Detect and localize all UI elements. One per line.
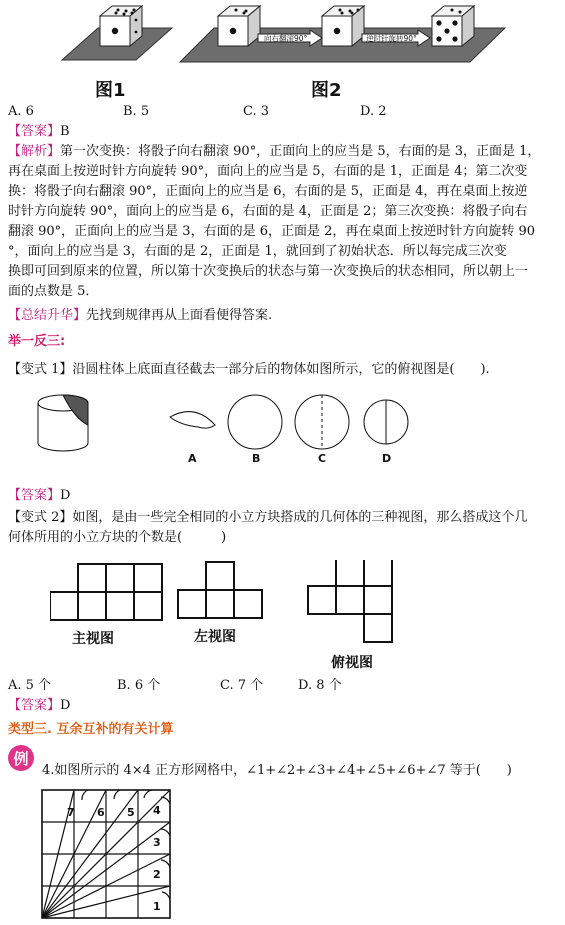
grid-angle-figure [40, 788, 180, 922]
analysis-line-1: 【解析】第一次变换：将骰子向右翻滚 90°，正面向上的应当是 5，右面的是 3，正面是 1， [8, 144, 541, 159]
figure1-caption: 图1 [95, 80, 126, 101]
variant2-line-1: 【变式 2】如图，是由一些完全相同的小立方块搭成的几何体的三种视图，那么搭成这个几 [8, 510, 528, 525]
q3-option-b: B. 6 个 [117, 678, 161, 693]
analysis-block [8, 142, 540, 302]
dice-figure [0, 0, 565, 75]
variant1-option-b: B [252, 452, 261, 465]
answer-3: 【答案】D [8, 698, 71, 713]
angle-label-3: 3 [153, 836, 161, 849]
example-question: 4.如图所示的 4×4 正方形网格中，∠1+∠2+∠3+∠4+∠5+∠6+∠7 等于( ) [42, 763, 512, 778]
option-a: A. 6 [8, 104, 34, 119]
analysis-line-5: 翻滚 90°，正面向上的应当是 3，右面的是 6，正面是 2，再在桌面上按逆时针方向旋转 90 [8, 224, 536, 239]
variant1-option-a: A [188, 452, 197, 465]
variant1-option-d: D [382, 452, 392, 465]
option-d: D. 2 [360, 104, 387, 119]
option-c: C. 3 [243, 104, 270, 119]
variant1-option-c: C [318, 452, 327, 465]
option-b: B. 5 [123, 104, 150, 119]
answer-2: 【答案】D [8, 488, 71, 503]
analysis-label: 【解析】 [8, 144, 61, 159]
section-title: 举一反三: [8, 334, 66, 349]
example-badge: 例 [8, 745, 34, 771]
angle-label-4: 4 [153, 804, 161, 817]
answer-value: B [60, 124, 70, 139]
q3-option-a: A. 5 个 [8, 678, 52, 693]
arrow-rotate-label: 逆时针旋转90° [366, 34, 417, 43]
angle-label-6: 6 [97, 806, 105, 819]
angle-label-1: 1 [153, 900, 161, 913]
analysis-line-8: 面的点数是 5． [8, 284, 99, 299]
q3-option-c: C. 7 个 [220, 678, 264, 693]
variant2-line-2: 何体所用的小立方块的个数是( ) [8, 530, 227, 545]
analysis-line-4: 时针方向旋转 90°，面向上的应当是 6，右面的是 4，正面是 2；第三次变换：将骰子向右 [8, 204, 528, 219]
q3-option-d: D. 8 个 [298, 678, 342, 693]
analysis-line-6: °，面向上的应当是 3，右面的是 2，正面是 1，就回到了初始状态．所以每完成三次变 [8, 244, 507, 259]
summary-text: 先找到规律再从上面看便得答案. [86, 308, 273, 323]
type-title: 类型三. 互余互补的有关计算 [8, 722, 174, 737]
figure2-caption: 图2 [311, 80, 342, 101]
answer-1 [8, 122, 70, 142]
summary [8, 306, 272, 326]
analysis-line-2: 再在桌面上按逆时针方向旋转 90°，面向上的应当是 5，右面的是 1，正面是 4；第二次变 [8, 164, 528, 179]
summary-label: 【总结升华】 [8, 308, 87, 323]
arrow-right-roll-label: 向右翻滚90° [264, 34, 308, 43]
front-view-caption: 主视图 [72, 631, 114, 647]
variant1-figure [30, 385, 410, 465]
answer-label: 【答案】 [8, 124, 61, 139]
variant1-text: 【变式 1】沿圆柱体上底面直径截去一部分后的物体如图所示，它的俯视图是( ). [8, 362, 490, 377]
top-view-caption: 俯视图 [331, 655, 373, 671]
angle-label-5: 5 [127, 806, 135, 819]
angle-label-2: 2 [153, 868, 161, 881]
left-view-caption: 左视图 [194, 629, 236, 645]
analysis-line-7: 换即可回到原来的位置，所以第十次变换后的状态与第一次变换后的状态相同，所以朝上一 [8, 264, 529, 279]
analysis-line-3: 换：将骰子向右翻滚 90°，正面向上的应当是 6，右面的是 5，正面是 4，再在桌面上按逆 [8, 184, 528, 199]
angle-label-7: 7 [67, 806, 75, 819]
